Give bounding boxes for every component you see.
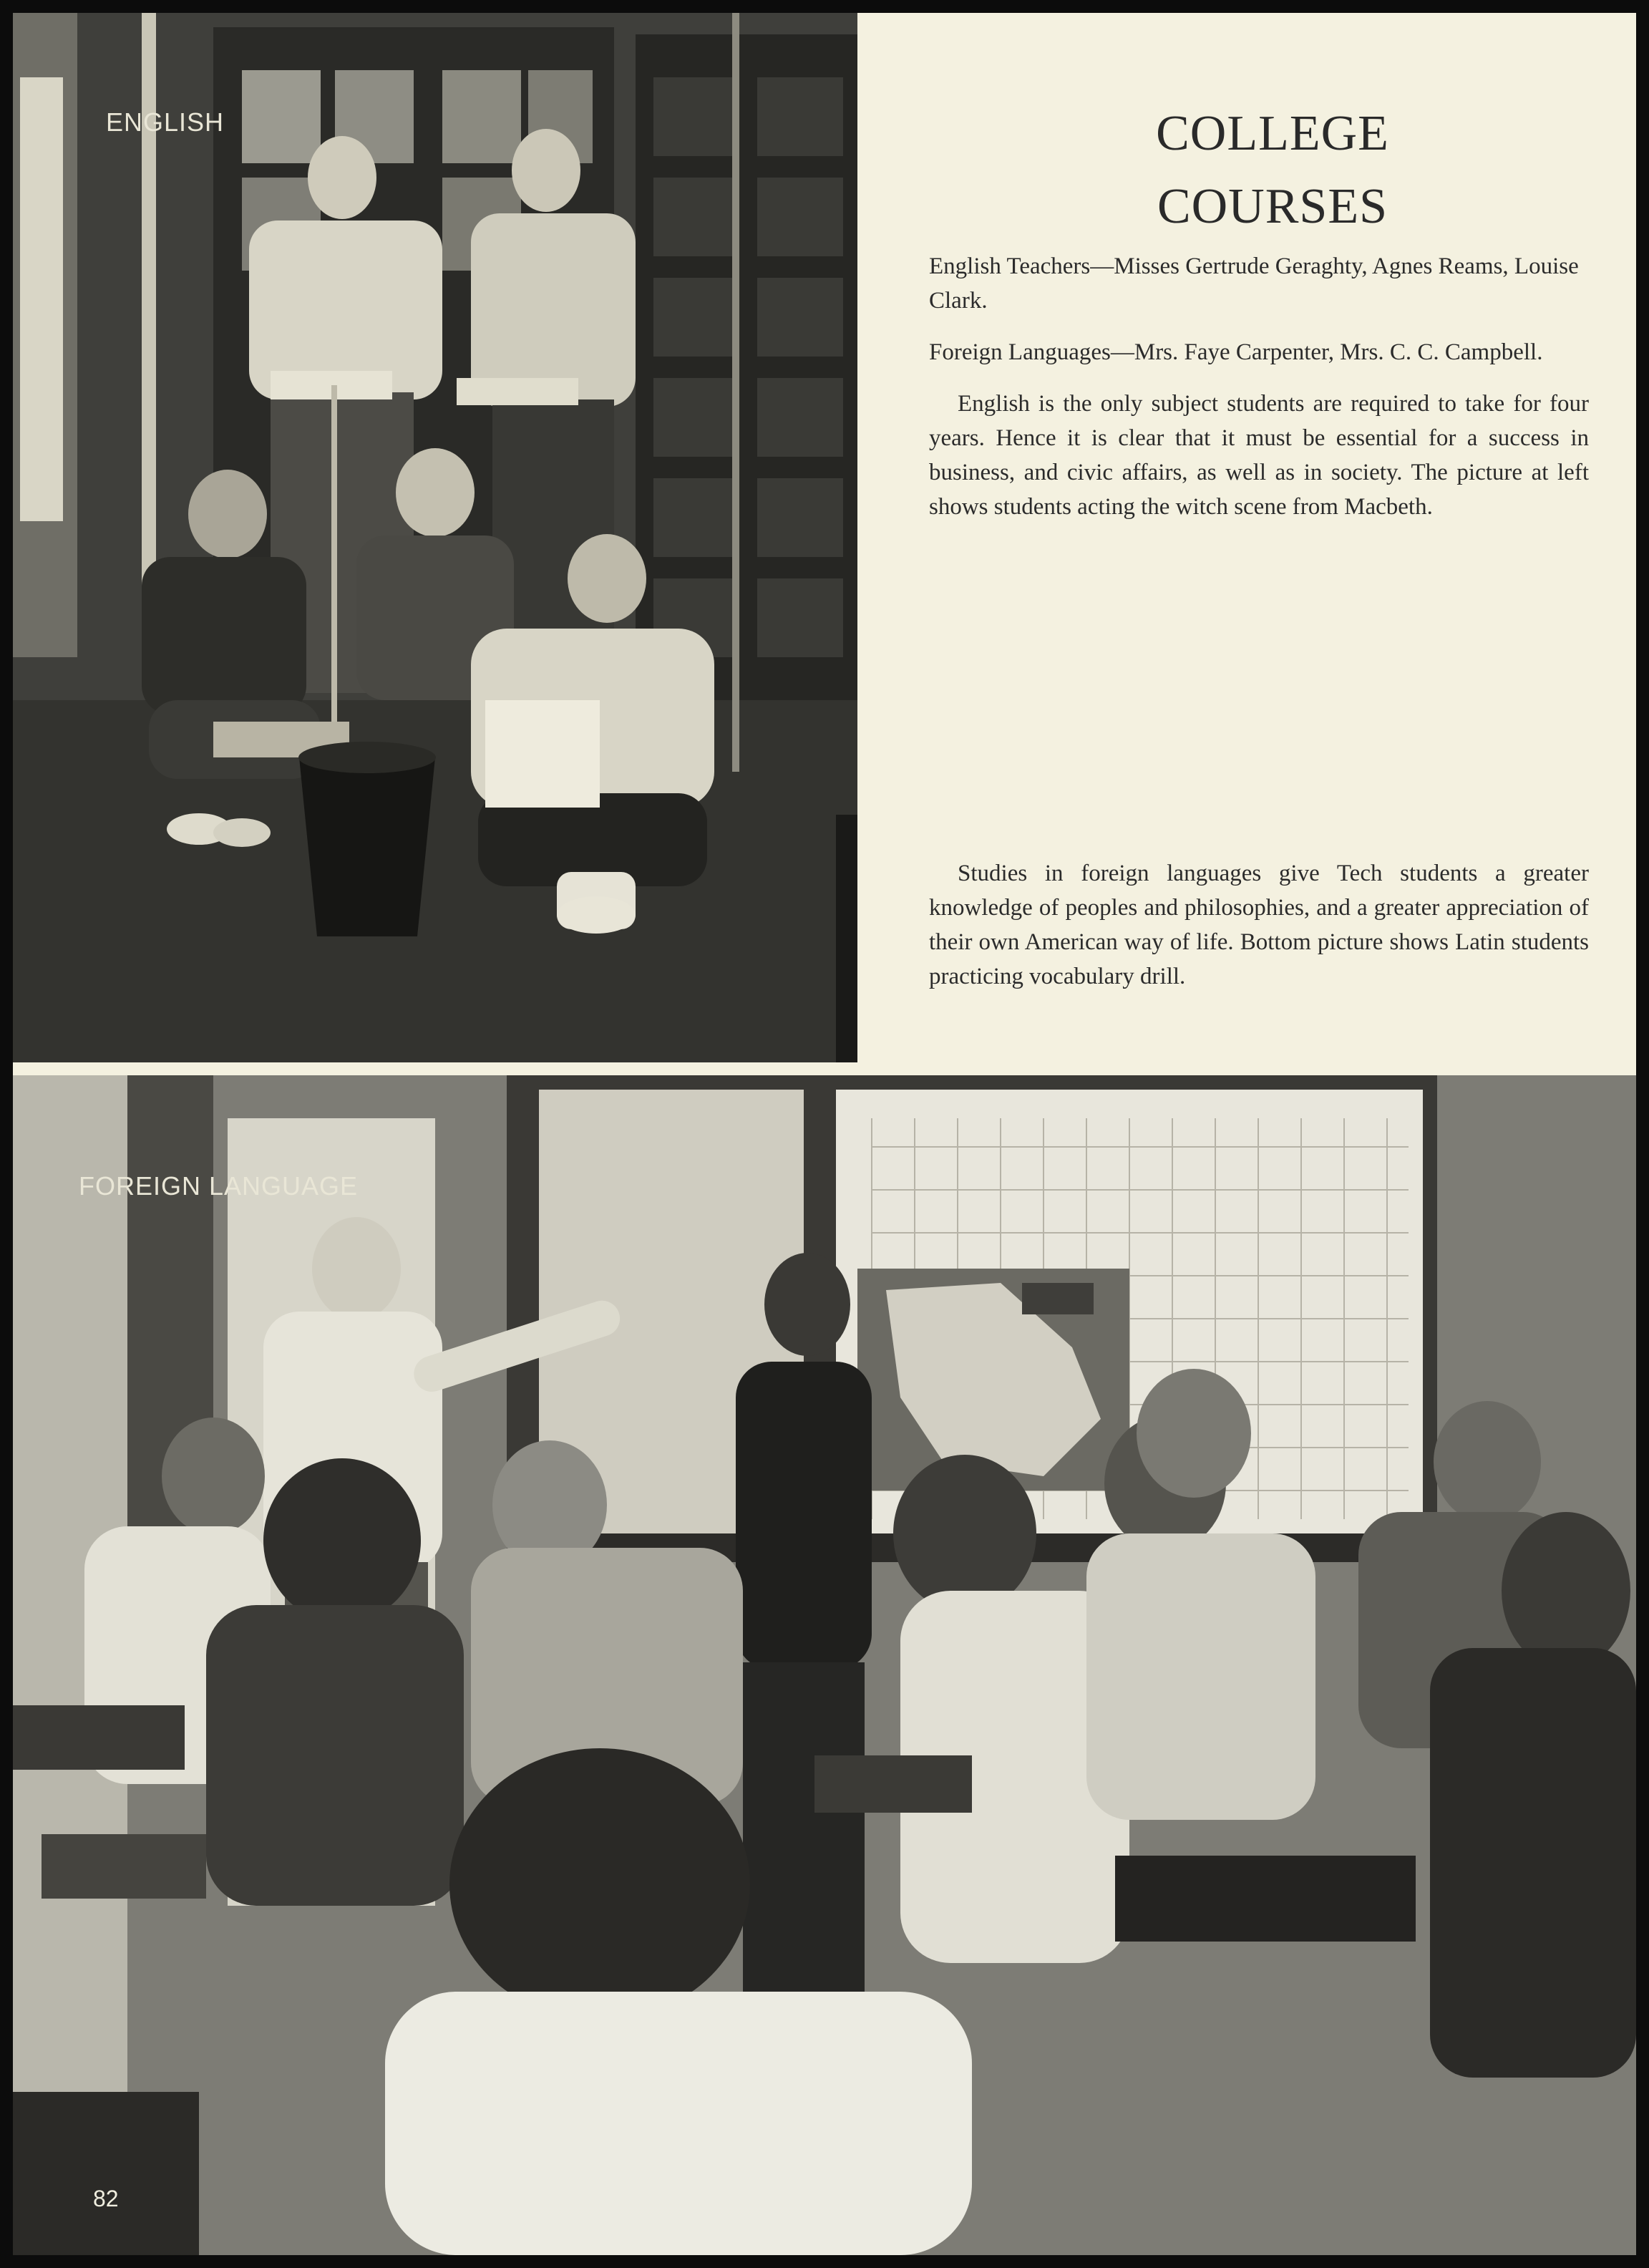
page-title xyxy=(872,97,1636,243)
foreign-text-block xyxy=(929,856,1589,1011)
foreign-paragraph: Studies in foreign languages give Tech students a greater knowledge of peoples and philosophies, and a greater appreciation of their own American way of life. Bottom picture shows Latin students practicing vocabulary drill. xyxy=(929,861,1589,989)
english-teachers-line: English Teachers—Misses Gertrude Geraghty, Agnes Reams, Louise Clark. xyxy=(929,253,1579,314)
foreign-language-photo-illustration xyxy=(13,1075,1636,2255)
title-line-1: COLLEGE xyxy=(1156,106,1389,161)
english-paragraph: English is the only subject students are required to take for four years. Hence it is clear that it must be essential for a success in business, and civic affairs, as well as in society. The picture at left shows students acting the witch scene from Macbeth. xyxy=(929,391,1589,520)
english-photo-illustration xyxy=(13,13,857,1062)
foreign-teachers-line: Foreign Languages—Mrs. Faye Carpenter, Mrs. C. C. Campbell. xyxy=(929,339,1543,365)
english-photo xyxy=(13,13,857,1062)
page-number: 82 xyxy=(93,2186,119,2211)
yearbook-page xyxy=(13,13,1636,2255)
english-text-block xyxy=(929,249,1589,541)
english-photo-label: ENGLISH xyxy=(106,107,225,137)
foreign-language-photo xyxy=(13,1075,1636,2255)
title-line-2: COURSES xyxy=(1157,179,1388,234)
foreign-language-photo-label: FOREIGN LANGUAGE xyxy=(79,1171,359,1201)
